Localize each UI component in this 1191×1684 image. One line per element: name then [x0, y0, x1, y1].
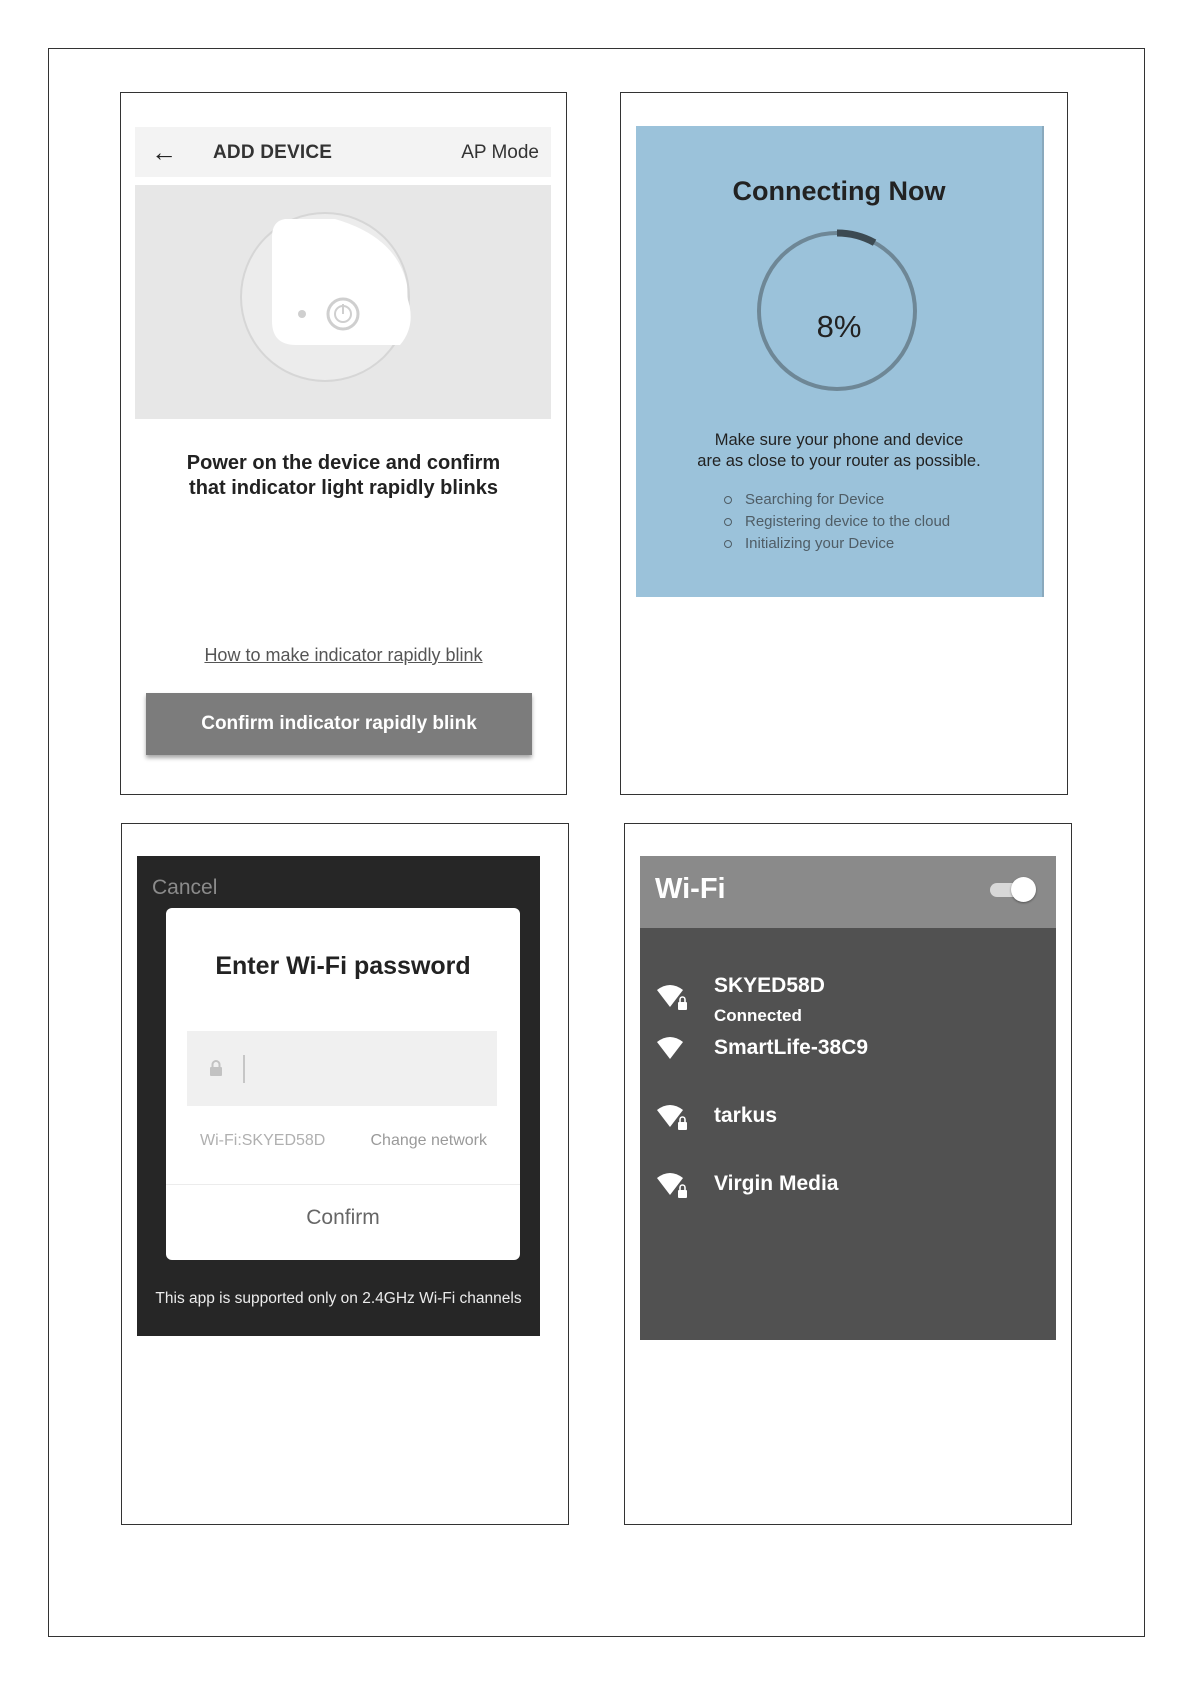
connecting-message: [636, 430, 1042, 472]
wifi-secured-icon: [656, 1170, 688, 1200]
confirm-blink-button[interactable]: Confirm indicator rapidly blink: [146, 693, 532, 755]
connecting-panel: [620, 92, 1068, 795]
network-item-smartlife[interactable]: [640, 1032, 1056, 1092]
password-dialog: [166, 908, 520, 1260]
change-network-link[interactable]: Change network: [370, 1132, 487, 1149]
instruction-text: [141, 451, 546, 501]
wifi-password-screen: [137, 856, 540, 1336]
wifi-password-panel: [121, 823, 569, 1525]
bullet-icon: [724, 540, 732, 548]
message-line: Make sure your phone and device: [714, 431, 964, 449]
step-label: Registering device to the cloud: [745, 513, 951, 530]
connecting-screen: [636, 126, 1044, 597]
connecting-title: Connecting Now: [732, 176, 946, 206]
lock-icon: [209, 1060, 223, 1076]
wifi-header: [640, 856, 1056, 928]
step-item: [724, 511, 950, 533]
network-item-tarkus[interactable]: [640, 1100, 1056, 1160]
ap-mode-link[interactable]: AP Mode: [461, 142, 539, 163]
cancel-button[interactable]: Cancel: [152, 876, 218, 899]
network-item-skyed58d[interactable]: [640, 968, 1056, 1028]
network-name: SKYED58D: [714, 974, 825, 997]
bullet-icon: [724, 496, 732, 504]
step-label: Initializing your Device: [745, 535, 895, 552]
network-name: SmartLife-38C9: [714, 1036, 869, 1059]
toggle-knob: [1011, 877, 1036, 902]
wifi-title: Wi-Fi: [655, 873, 726, 905]
device-power-icon: [135, 185, 551, 419]
progress-ring-fill: [837, 233, 875, 243]
back-arrow-icon[interactable]: ←: [151, 137, 177, 167]
network-name: Virgin Media: [714, 1172, 839, 1195]
wifi-icon: [656, 1034, 688, 1064]
text-caret: [243, 1055, 245, 1083]
divider: [166, 1184, 520, 1185]
instruction-line: that indicator light rapidly blinks: [189, 477, 498, 499]
step-label: Searching for Device: [745, 491, 885, 508]
instruction-line: Power on the device and confirm: [186, 452, 501, 474]
wifi-settings-screen: [640, 856, 1056, 1340]
wifi-ssid-label: Wi-Fi:SKYED58D: [200, 1132, 326, 1149]
wifi-secured-icon: [656, 982, 688, 1012]
network-item-virgin-media[interactable]: [640, 1168, 1056, 1228]
network-status: Connected: [714, 1006, 802, 1025]
step-item: [724, 489, 950, 511]
step-item: [724, 533, 950, 555]
app-header: [135, 127, 551, 177]
message-line: are as close to your router as possible.: [697, 452, 981, 470]
network-name: tarkus: [714, 1104, 778, 1127]
confirm-button[interactable]: Confirm: [306, 1206, 380, 1229]
wifi-secured-icon: [656, 1102, 688, 1132]
help-link[interactable]: How to make indicator rapidly blink: [204, 645, 483, 665]
password-input[interactable]: [187, 1031, 497, 1106]
wifi-list-panel: [624, 823, 1072, 1525]
bullet-icon: [724, 518, 732, 526]
frequency-note: This app is supported only on 2.4GHz Wi-Fi channels: [155, 1290, 522, 1307]
progress-percent: 8%: [816, 309, 862, 344]
device-illustration: [135, 185, 551, 419]
page-title: ADD DEVICE: [213, 142, 333, 163]
add-device-panel: [120, 92, 567, 795]
wifi-toggle[interactable]: [990, 876, 1034, 902]
connection-steps: [724, 489, 950, 555]
dialog-title: Enter Wi-Fi password: [215, 952, 471, 980]
